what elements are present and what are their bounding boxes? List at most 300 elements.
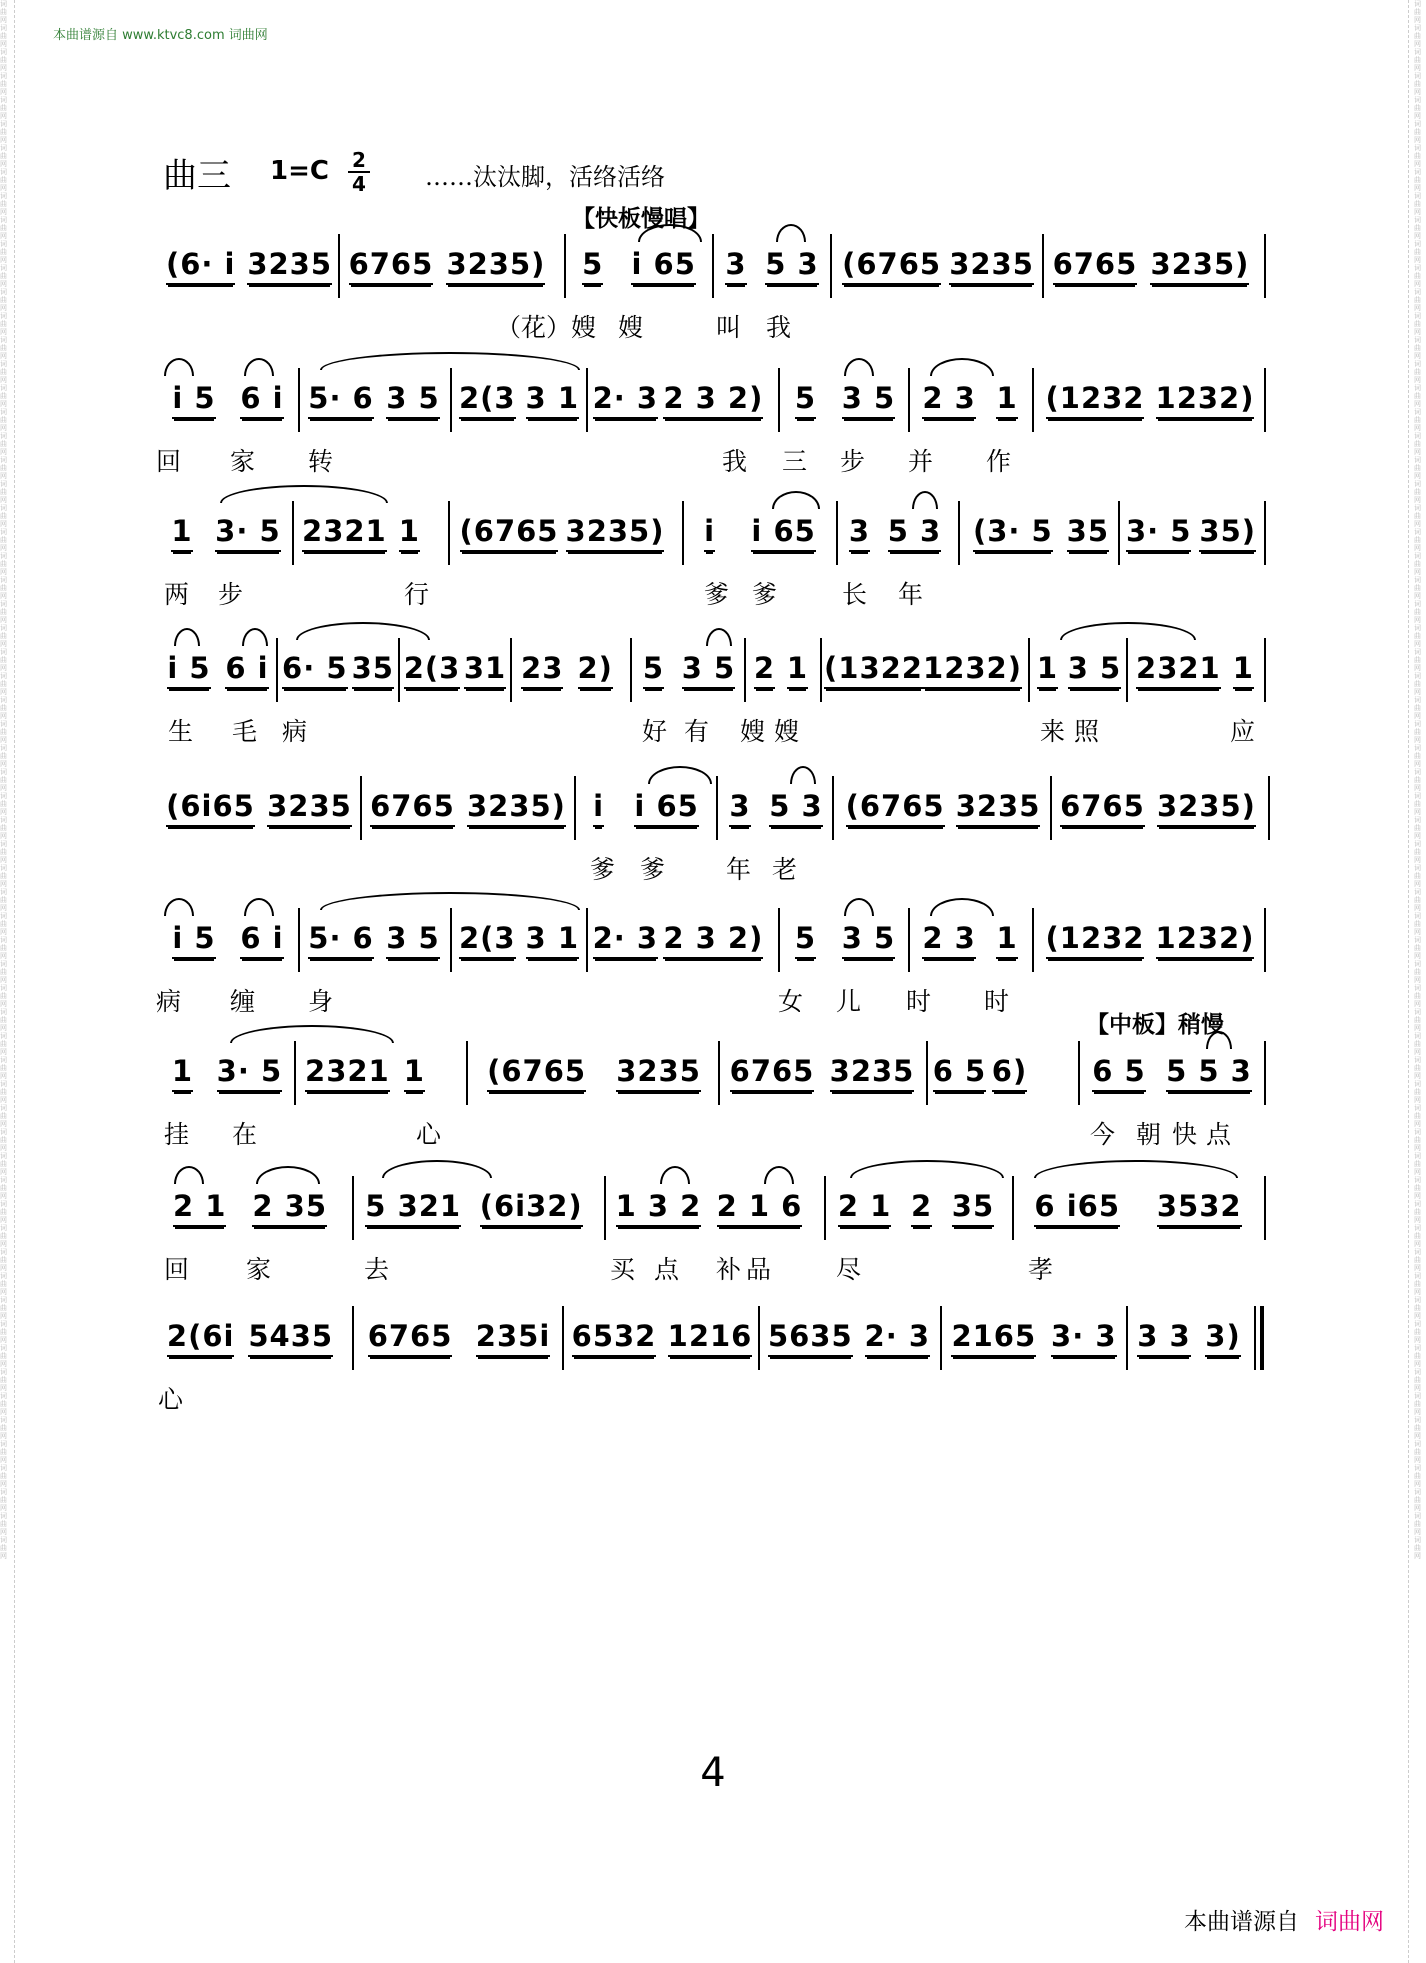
barline [298,908,300,972]
lyric: 长 [842,580,868,609]
notes-row-1 [160,238,1270,298]
barline [448,501,450,565]
measure [828,1180,1004,1236]
note-group: 2(3 [404,651,461,689]
barline [338,234,340,298]
note-group: 2· 3 [593,381,658,419]
note-group: 2(3 [459,381,516,419]
lyric: 买 [610,1255,636,1284]
measure [160,372,296,428]
note-group: 3532 [1157,1189,1242,1227]
note-group: 35 [1067,514,1109,552]
note-group: 3 5 [842,381,895,419]
barline [1264,1041,1266,1105]
footer-source [1184,1903,1384,1936]
lyric: 在 [232,1120,258,1149]
note-group: 6· 5 [282,651,347,689]
lyric: 好 [642,717,668,746]
lyric: 有 [684,717,710,746]
slur-mark [930,898,994,916]
final-barline-thin [1254,1306,1256,1370]
note-group: (1322 [824,651,923,689]
note-group: i 5 [172,381,215,419]
lyric: （花）嫂 [496,313,597,342]
measure [824,642,1022,698]
note-group: 2 1 6 [717,1189,803,1227]
barline [276,638,278,702]
note-group: 1232) [1156,921,1255,959]
measure [566,1310,758,1366]
lyric: 两 [164,580,190,609]
barline [1032,908,1034,972]
measure [608,1180,810,1236]
slur-mark [174,628,200,646]
barline [1028,638,1030,702]
measure [722,1045,922,1101]
time-signature-bottom: 4 [352,172,366,196]
lyric: 来 [1040,717,1066,746]
measure [160,780,358,836]
barline [1126,638,1128,702]
barline [352,1306,354,1370]
note-group: 3 5 [386,921,439,959]
measure [1016,1180,1260,1236]
measure [1040,372,1260,428]
lyric: 家 [246,1255,272,1284]
note-group: 6 i [240,381,283,419]
note-group: 3 5 [386,381,439,419]
score-row-9 [160,1310,1270,1420]
lyric: 毛 [232,717,258,746]
note-group: 6765 [368,1319,453,1357]
lyric: 品 [746,1255,772,1284]
barline [778,368,780,432]
slur-mark [776,224,806,242]
note-group: 1 [171,514,192,552]
footer-source-label: 本曲谱源自 [1184,1909,1299,1935]
note-group: 5· 6 [308,921,373,959]
note-group: 3 5 [842,921,895,959]
barline [586,908,588,972]
note-group: 3235) [446,247,545,285]
measure [514,642,620,698]
note-group: 2 3 2) [663,381,763,419]
barline [1126,1306,1128,1370]
measure [782,372,908,428]
barline [836,501,838,565]
barline [820,638,822,702]
note-group: 5435 [248,1319,333,1357]
measure [160,1045,294,1101]
lyric: 我 [722,447,748,476]
measure [838,238,1038,294]
slur-mark [844,898,874,916]
note-group: 2 35 [252,1189,327,1227]
slur-mark [706,628,732,646]
note-group: 1216 [668,1319,753,1357]
barline [1050,776,1052,840]
lyric: 应 [1230,717,1256,746]
score-row-4 [160,642,1270,752]
note-group: 3235 [956,789,1041,827]
annotation-kuaiban: 【快板慢唱】 [572,206,710,232]
lyric: 儿 [836,987,862,1016]
left-margin-line [14,0,15,1963]
measure [302,912,446,968]
page-number: 4 [700,1750,726,1796]
barline [604,1176,606,1240]
barline [630,638,632,702]
note-group: 3235 [616,1054,701,1092]
slur-mark [242,628,268,646]
lyric: 心 [416,1120,442,1149]
lyric: 孝 [1028,1255,1054,1284]
note-group: (6765 [842,247,941,285]
note-group: 3· 5 [1126,514,1191,552]
note-group: 3235 [247,247,332,285]
slur-mark [772,491,820,509]
barline [360,776,362,840]
note-group: i 65 [751,514,815,552]
note-group: (1232 [1046,381,1145,419]
slur-mark [244,358,274,376]
notes-row-2 [160,372,1270,432]
barline [450,908,452,972]
lyric: 叫 [716,313,742,342]
lyric: 年 [898,580,924,609]
note-group: (6i65 [166,789,255,827]
side-watermark-left: 词曲网词曲网词曲网词曲网词曲网词曲网词曲网词曲网词曲网词曲网词曲网词曲网词曲网词曲网词曲网词曲网词曲网词曲网词曲网词曲网词曲网词曲网词曲网词曲网词曲网词曲网词曲网词曲网词曲网词曲网词曲网词曲网词曲网词曲网词曲网词曲网词曲网词曲网词曲网词曲网词曲网词曲网词曲网词曲网词曲网词曲网词曲网词曲网词曲网词曲网词曲网词曲网词曲网词曲网词曲网词曲网词曲网词曲网词曲网词曲网词曲网词曲网词曲网词曲网词曲网 [0,0,7,1560]
measure [568,238,710,294]
barline [292,501,294,565]
note-group: 1 [1037,651,1058,689]
lyric: 朝 [1136,1120,1162,1149]
note-group: 5 3 [888,514,941,552]
note-group: 6 i65 [1034,1189,1120,1227]
barline [1264,368,1266,432]
note-group: 3235) [467,789,566,827]
note-group: 2 3 [922,381,975,419]
note-group: 2 1 [838,1189,891,1227]
slur-mark [1060,622,1196,640]
measure [930,1045,1030,1101]
measure [456,505,668,561]
measure [302,372,446,428]
barline [294,1041,296,1105]
measure [720,780,832,836]
barline [718,1041,720,1105]
note-group: 3235 [267,789,352,827]
barline [574,776,576,840]
note-group: 3 [729,789,750,827]
note-group: 6 5 [1092,1054,1145,1092]
annotation-zhongban: 【中板】稍慢 [1086,1012,1224,1038]
final-barline-thick [1260,1306,1264,1370]
note-group: (6i32) [480,1189,583,1227]
note-group: 6765 [730,1054,815,1092]
measure [1130,642,1260,698]
barline [562,1306,564,1370]
slur-mark [850,1160,1004,1178]
measure [454,372,584,428]
slur-mark [790,766,816,784]
note-group: 5· 6 [308,381,373,419]
note-group: 235i [476,1319,550,1357]
note-group: 3 [849,514,870,552]
lyric: 点 [1206,1120,1232,1149]
measure [160,1180,340,1236]
barline [778,908,780,972]
note-group: 2321 [1136,651,1221,689]
measure [1040,912,1260,968]
measure [160,505,292,561]
lyric: 爹 [640,855,666,884]
note-group: 3 1 [526,921,579,959]
notes-row-5 [160,780,1270,840]
lyric: 行 [404,580,430,609]
note-group: 6 i [225,651,268,689]
piece-title: 曲三 [163,156,231,196]
barline [744,638,746,702]
note-group: 2· 3 [865,1319,930,1357]
note-group: 5 [643,651,664,689]
measure [356,1310,562,1366]
note-group: 3) [1205,1319,1240,1357]
slur-mark [764,1166,794,1184]
side-watermark-right: 词曲网词曲网词曲网词曲网词曲网词曲网词曲网词曲网词曲网词曲网词曲网词曲网词曲网词曲网词曲网词曲网词曲网词曲网词曲网词曲网词曲网词曲网词曲网词曲网词曲网词曲网词曲网词曲网词曲网词曲网词曲网词曲网词曲网词曲网词曲网词曲网词曲网词曲网词曲网词曲网词曲网词曲网词曲网词曲网词曲网词曲网词曲网词曲网词曲网词曲网词曲网词曲网词曲网词曲网词曲网词曲网词曲网词曲网词曲网词曲网词曲网词曲网词曲网词曲网词曲网 [1414,0,1421,1560]
lyric: 点 [654,1255,680,1284]
measure [840,505,950,561]
barline [1042,234,1044,298]
note-group: 6 i [240,921,283,959]
lyric: 回 [164,1255,190,1284]
measure [1032,642,1126,698]
barline [716,776,718,840]
notes-row-6 [160,912,1270,972]
slur-mark [256,1166,320,1184]
footer-site-name: 词曲网 [1315,1909,1384,1935]
barline [758,1306,760,1370]
note-group: 1232) [1156,381,1255,419]
barline [1264,501,1266,565]
slur-mark [648,766,712,784]
note-group: 3 1 [526,381,579,419]
measure [912,912,1028,968]
measure [356,1180,592,1236]
lyric: 病 [282,717,308,746]
tempo-marking: ……汰汰脚，活络活络 [425,163,665,191]
barline [1264,1176,1266,1240]
measure [160,912,296,968]
note-group: (6· i [166,247,236,285]
note-group: 2 [911,1189,932,1227]
notes-row-9 [160,1310,1270,1370]
score-row-6 [156,912,1270,1022]
note-group: 1 [787,651,808,689]
note-group: 5 3 [765,247,818,285]
note-group: 1 [404,1054,425,1092]
barline [832,776,834,840]
note-group: 3 5 [682,651,735,689]
lyric: 老 [772,855,798,884]
note-group: 5 5 3 [1166,1054,1252,1092]
measure [454,912,584,968]
barline [1264,908,1266,972]
slur-mark [244,898,274,916]
measure [716,238,828,294]
note-group: 1 [996,381,1017,419]
barline [926,1041,928,1105]
note-group: 5 [795,381,816,419]
note-group: 6765 [1053,247,1138,285]
lyric: 身 [308,987,334,1016]
note-group: 3235 [949,247,1034,285]
note-group: 3235) [566,514,665,552]
note-group: 2 1 [173,1189,226,1227]
measure [966,505,1116,561]
barline [586,368,588,432]
barline [398,638,400,702]
note-group: 2) [578,651,613,689]
measure [402,642,508,698]
barline [908,368,910,432]
lyric: 今 [1090,1120,1116,1149]
note-group: 2321 [305,1054,390,1092]
slur-mark [912,491,938,509]
barline [352,1176,354,1240]
barline [510,638,512,702]
note-group: 1 [399,514,420,552]
lyric: 并 [908,447,934,476]
lyric: 作 [986,447,1012,476]
note-group: 3· 3 [1051,1319,1116,1357]
score-row-7 [160,1045,1270,1155]
barline [1032,368,1034,432]
slur-mark [230,1025,394,1043]
slur-mark [164,898,194,916]
measure [160,1310,340,1366]
lyric: 嫂 [618,313,644,342]
lyric: 去 [364,1255,390,1284]
measure [1122,505,1260,561]
slur-mark [296,622,430,640]
note-group: (6765 [460,514,559,552]
note-group: 2· 3 [593,921,658,959]
measure [342,238,552,294]
measure [578,780,714,836]
lyric: 时 [984,987,1010,1016]
note-group: 5 321 [365,1189,461,1227]
measure [686,505,834,561]
note-group: i 5 [172,921,215,959]
lyric: 三 [782,447,808,476]
note-group: 31 [464,651,506,689]
measure [160,642,276,698]
note-group: 6) [992,1054,1027,1092]
note-group: 6 5 [933,1054,986,1092]
note-group: 3 3 [1137,1319,1190,1357]
score-row-8 [160,1180,1270,1290]
lyric: 爹 [704,580,730,609]
slur-mark [382,1160,492,1178]
score-row-1 [160,238,1270,348]
barline [564,234,566,298]
note-group: 5 3 [769,789,822,827]
note-group: 35 [952,1189,994,1227]
lyric: 照 [1074,717,1100,746]
measure [1046,238,1256,294]
notes-row-4 [160,642,1270,702]
barline [1264,638,1266,702]
note-group: 2 3 2) [663,921,763,959]
note-group: 3 [725,247,746,285]
lyric: 病 [156,987,182,1016]
measure [298,1045,432,1101]
slur-mark [844,358,874,376]
note-group: 2(6i [167,1319,235,1357]
note-group: 1 [996,921,1017,959]
measure [364,780,572,836]
note-group: i 65 [631,247,695,285]
slur-mark [220,485,388,503]
lyric: 挂 [164,1120,190,1149]
barline [712,234,714,298]
notes-row-7 [160,1045,1270,1105]
lyric: 爹 [590,855,616,884]
slur-mark [1034,1160,1238,1178]
note-group: (6765 [846,789,945,827]
notes-row-3 [160,505,1270,565]
note-group: 2165 [951,1319,1036,1357]
note-group: 2(3 [459,921,516,959]
lyric: 嫂 [740,717,766,746]
lyric: 心 [158,1385,184,1414]
lyric: 缠 [230,987,256,1016]
measure [1054,780,1262,836]
lyric: 时 [906,987,932,1016]
note-group: (1232 [1046,921,1145,959]
score-row-2 [156,372,1270,482]
barline [908,908,910,972]
note-group: 5 [795,921,816,959]
note-group: 1232) [923,651,1022,689]
note-group: 35) [1199,514,1256,552]
lyric: 转 [308,447,334,476]
lyric: 嫂 [774,717,800,746]
note-group: 3235) [1157,789,1256,827]
note-group: 35 [352,651,394,689]
lyric: 快 [1172,1120,1198,1149]
note-group: 3235 [830,1054,915,1092]
lyric: 生 [168,717,194,746]
measure [634,642,744,698]
barline [940,1306,942,1370]
barline [830,234,832,298]
score-row-5 [160,780,1270,890]
note-group: 6765 [370,789,455,827]
note-group: i 65 [634,789,698,827]
measure [782,912,908,968]
score-row-3 [160,505,1270,615]
barline [1264,234,1266,298]
measure [296,505,426,561]
note-group: 2 [754,651,775,689]
time-signature [348,150,370,194]
lyric: 我 [766,313,792,342]
slur-mark [174,1166,204,1184]
barline [1118,501,1120,565]
slur-mark [320,892,580,910]
